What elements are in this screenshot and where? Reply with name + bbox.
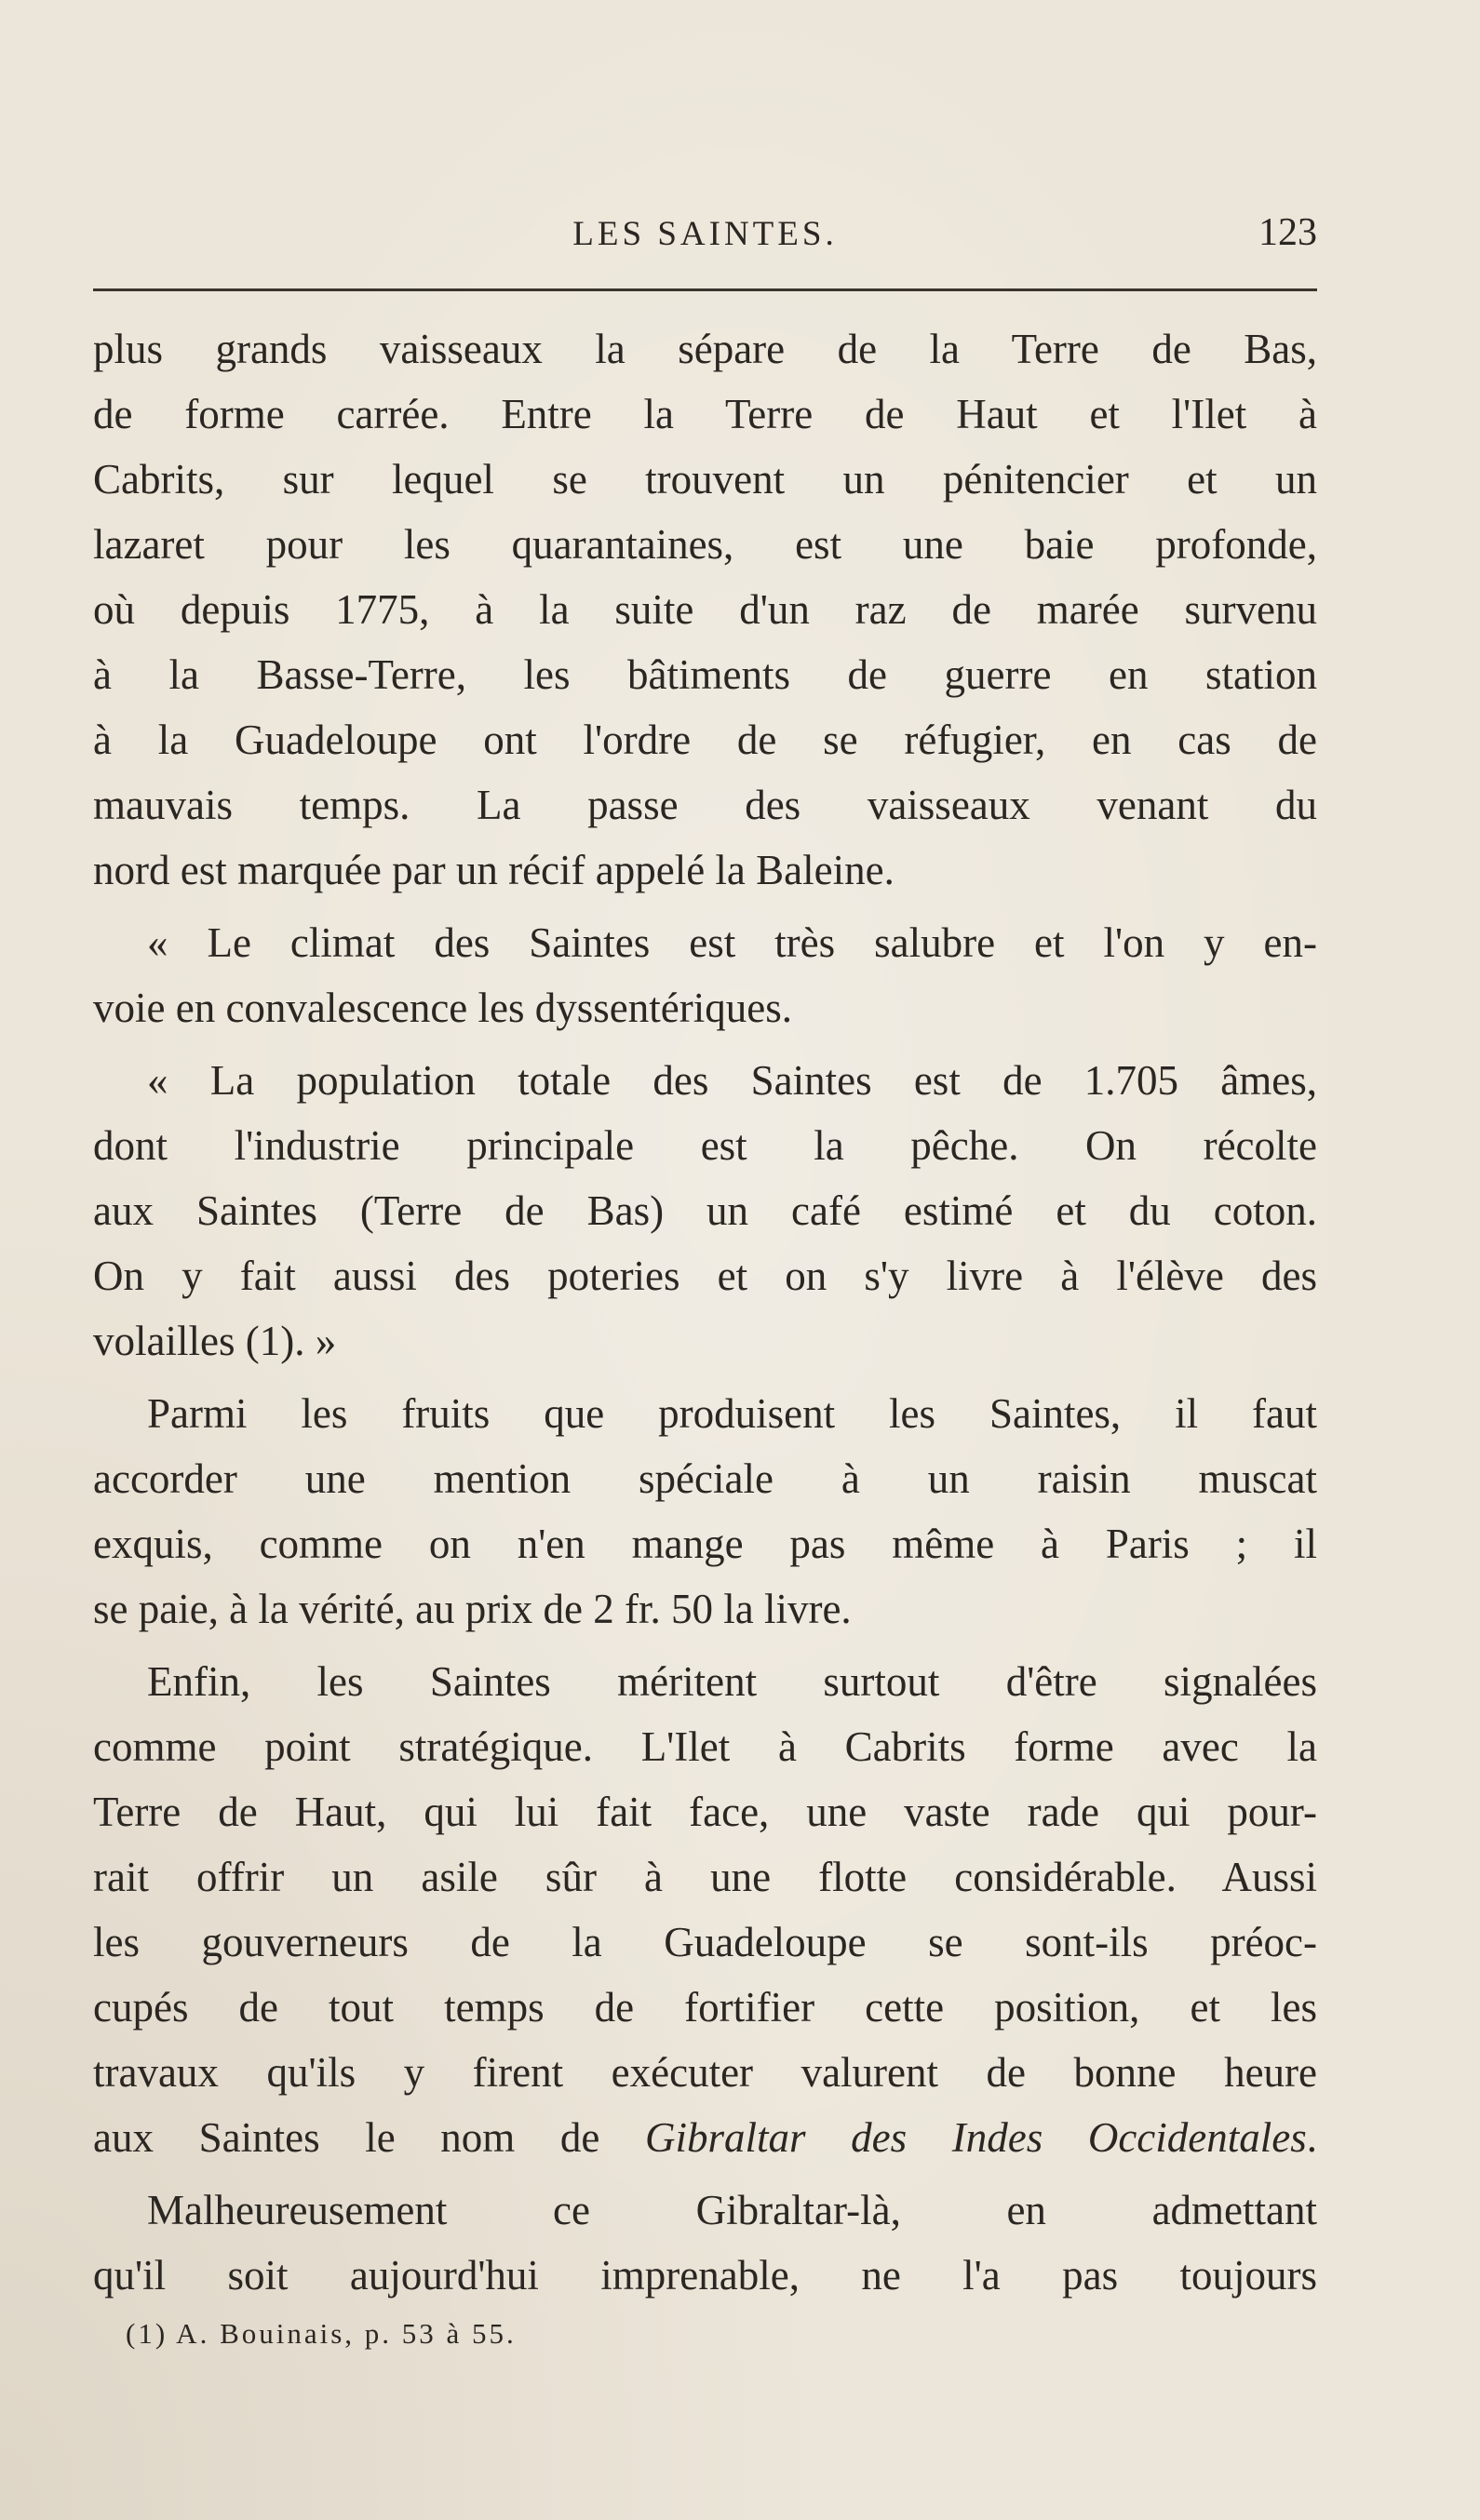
text-line: cupés de tout temps de fortifier cette position, et les <box>93 1984 1317 2031</box>
text-line: Malheureusement ce Gibraltar-là, en admettant <box>147 2187 1317 2233</box>
text-line: voie en convalescence les dyssentériques. <box>93 985 792 1031</box>
line-segment: aux Saintes le nom de <box>93 2114 645 2161</box>
text-line: lazaret pour les quarantaines, est une baie profonde, <box>93 521 1317 568</box>
text-line: mauvais temps. La passe des vaisseaux venant du <box>93 782 1317 828</box>
text-line: « La population totale des Saintes est de 1.705 âmes, <box>147 1057 1317 1104</box>
running-title: LES SAINTES. <box>572 215 838 253</box>
text-line: « Le climat des Saintes est très salubre et l'on y en- <box>147 919 1317 966</box>
page-number: 123 <box>1258 211 1317 254</box>
text-line: les gouverneurs de la Guadeloupe se sont-ils préoc- <box>93 1919 1317 1965</box>
text-line: accorder une mention spéciale à un raisin muscat <box>93 1455 1317 1502</box>
header-rule <box>93 288 1317 291</box>
italic-title: Gibraltar des Indes Occidentales <box>645 2114 1307 2161</box>
text-line: comme point stratégique. L'Ilet à Cabrits forme avec la <box>93 1723 1317 1770</box>
text-line: dont l'industrie principale est la pêche. On récolte <box>93 1122 1317 1169</box>
text-line: de forme carrée. Entre la Terre de Haut et l'Ilet à <box>93 391 1317 437</box>
text-line: exquis, comme on n'en mange pas même à Paris ; il <box>93 1521 1317 1567</box>
text-line: Cabrits, sur lequel se trouvent un pénitencier et un <box>93 456 1317 503</box>
text-line: aux Saintes (Terre de Bas) un café estimé et du coton. <box>93 1187 1317 1234</box>
text-line: nord est marquée par un récif appelé la Baleine. <box>93 847 895 893</box>
text-line: Parmi les fruits que produisent les Saintes, il faut <box>147 1390 1317 1437</box>
text-line: se paie, à la vérité, au prix de 2 fr. 50 la livre. <box>93 1586 852 1632</box>
page-header <box>93 207 1317 262</box>
text-line: On y fait aussi des poteries et on s'y livre à l'élève des <box>93 1253 1317 1299</box>
text-line: qu'il soit aujourd'hui imprenable, ne l'a pas toujours <box>93 2252 1317 2299</box>
text-line: à la Basse-Terre, les bâtiments de guerre en station <box>93 651 1317 698</box>
text-line: Terre de Haut, qui lui fait face, une vaste rade qui pour- <box>93 1789 1317 1835</box>
body-text <box>93 316 1317 2308</box>
footnote: (1) A. Bouinais, p. 53 à 55. <box>126 2317 517 2350</box>
text-line: Enfin, les Saintes méritent surtout d'être signalées <box>147 1658 1317 1705</box>
text-line: où depuis 1775, à la suite d'un raz de marée survenu <box>93 586 1317 633</box>
text-line-mixed <box>93 2105 1317 2170</box>
text-line: travaux qu'ils y firent exécuter valurent de bonne heure <box>93 2049 1317 2096</box>
text-line: volailles (1). » <box>93 1318 337 1364</box>
text-line: plus grands vaisseaux la sépare de la Terre de Bas, <box>93 326 1317 372</box>
text-line: à la Guadeloupe ont l'ordre de se réfugier, en cas de <box>93 717 1317 763</box>
text-line: rait offrir un asile sûr à une flotte considérable. Aussi <box>93 1854 1317 1900</box>
line-segment: . <box>1306 2114 1317 2161</box>
